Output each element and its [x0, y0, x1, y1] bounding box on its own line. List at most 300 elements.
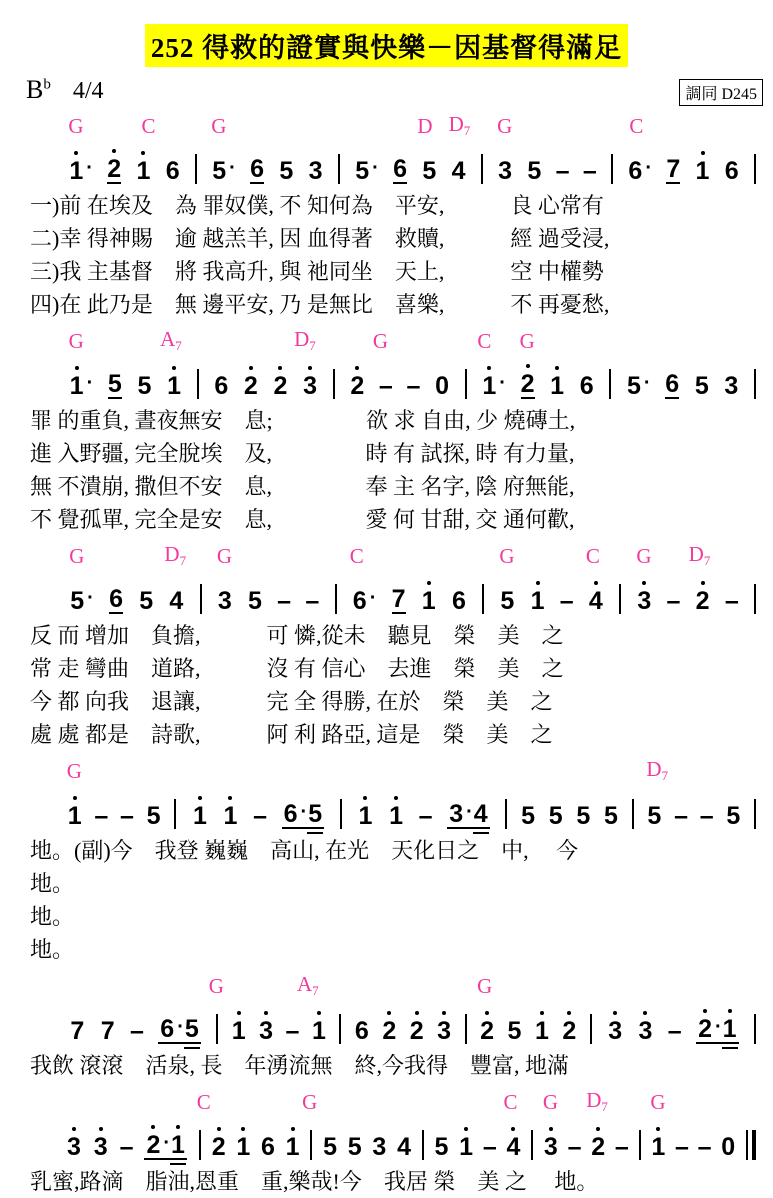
note-digit: 6 [261, 1133, 275, 1161]
note-digit: 5 [627, 372, 641, 400]
barline [482, 584, 484, 614]
octave-dot-icon [198, 796, 202, 800]
note-digit: 7 [666, 155, 681, 183]
hymn-title: 252 得救的證實與快樂－因基督得滿足 [145, 24, 628, 67]
octave-dot-icon [308, 366, 312, 370]
note-digit: 1 [530, 589, 546, 614]
music-system-4 [30, 757, 757, 966]
octave-dot-icon [75, 366, 79, 370]
augmentation-dot-icon: · [714, 1016, 722, 1038]
note-digit: 5 [548, 802, 563, 830]
measure [55, 804, 173, 829]
note-digit: 0 [721, 1133, 736, 1161]
lyric-line: 反 而 增加 負擔, 可 憐,從未 聽見 榮 美 之 [30, 623, 564, 648]
barline [465, 369, 467, 399]
note-token [548, 804, 564, 829]
measure [336, 374, 464, 399]
lyric-line: 四)在 此乃是 無 邊平安, 乃 是無比 喜樂, 不 再憂愁, [30, 292, 610, 317]
time-signature: 4/4 [72, 78, 104, 104]
note-digit: 6 [354, 1017, 369, 1045]
octave-dot-icon [317, 1011, 321, 1015]
barline [340, 799, 342, 829]
lyric-line: 三)我 主基督 將 我高升, 與 祂同坐 天上, 空 中權勢 [30, 259, 604, 284]
octave-dot-icon [291, 1127, 295, 1131]
chord-label: G [302, 1090, 318, 1114]
note-digit: 6 [665, 370, 680, 398]
octave-dot-icon [442, 1011, 446, 1015]
note-token [530, 589, 546, 614]
note-token [434, 1135, 450, 1160]
reference-box: 調同 D245 [679, 79, 763, 106]
note-token [723, 374, 739, 399]
note-token [100, 1019, 116, 1044]
note-dash: – [567, 1133, 582, 1161]
lyric-line: 地。 [30, 871, 75, 896]
chord-label: G [650, 1090, 666, 1114]
note-digit: 3 [308, 157, 323, 185]
octave-dot-icon [241, 1127, 245, 1131]
note-token [285, 1135, 301, 1160]
note-token [724, 159, 740, 184]
note-token [451, 589, 467, 614]
lyric-line: 地。(副)今 我登 巍巍 高山, 在光 天化日之 中, 今 [30, 838, 579, 863]
octave-dot-icon [464, 1127, 468, 1131]
note-digit: 2 [695, 589, 711, 614]
note-digit: 2 [520, 372, 536, 399]
chord-row [55, 972, 757, 998]
note-token [249, 157, 265, 184]
chord-label: G [216, 544, 233, 568]
beamed-pair [144, 1133, 186, 1160]
augmentation-dot-icon: · [466, 801, 473, 823]
note-token [107, 372, 123, 399]
note-dash: – [277, 587, 292, 615]
lyric-line: 地。 [30, 904, 75, 929]
beamed-pair [158, 1017, 200, 1044]
note-digit: 5 [184, 1015, 199, 1043]
note-digit: 1 [166, 374, 182, 399]
barline [609, 369, 611, 399]
note-token [451, 159, 467, 184]
octave-dot-icon [141, 151, 145, 155]
note-token [192, 804, 208, 829]
barline [754, 799, 756, 829]
measure [484, 159, 610, 184]
note-digit: 6 [214, 372, 229, 400]
note-dash: – [697, 1133, 712, 1161]
note-digit: 2 [273, 374, 289, 399]
note-dash: – [724, 587, 739, 615]
measure [219, 1019, 338, 1044]
octave-dot-icon [540, 1011, 544, 1015]
octave-dot-icon [278, 366, 282, 370]
chord-row [55, 327, 757, 353]
note-digit: 3 [543, 1135, 559, 1160]
note-token [436, 1019, 452, 1044]
note-token [308, 159, 324, 184]
note-digit: 5 [107, 370, 122, 398]
note-digit: 5 [347, 1133, 362, 1161]
barline [590, 1014, 592, 1044]
note-dash: – [582, 157, 597, 185]
barline [174, 799, 176, 829]
note-token [694, 374, 710, 399]
lyric-line: 常 走 彎曲 道路, 沒 有 信心 去進 榮 美 之 [30, 656, 564, 681]
note-digit: 3 [724, 372, 739, 400]
note-digit: 5 [279, 157, 294, 185]
octave-dot-icon [656, 1127, 660, 1131]
note-digit: 6 [352, 587, 367, 615]
music-system-5 [30, 972, 757, 1082]
note-token [213, 374, 229, 399]
note-dash: – [555, 157, 570, 185]
augmentation-dot-icon: · [300, 801, 308, 823]
note-token [636, 589, 652, 614]
note-token [543, 1135, 559, 1160]
octave-dot-icon [355, 366, 359, 370]
note-digit: 7 [70, 1017, 85, 1045]
barline [310, 1130, 312, 1160]
chord-label: G [497, 114, 513, 138]
note-digit: 6 [165, 157, 180, 185]
note-token [481, 373, 506, 399]
barline [632, 799, 634, 829]
lyric-line: 不 覺孤單, 完全是安 息, 愛 何 甘甜, 交 通何歡, [30, 507, 575, 532]
note-digit: 2 [479, 1019, 495, 1044]
note-token [168, 589, 184, 614]
note-digit: 2 [106, 157, 122, 184]
chord-label: G [68, 114, 84, 138]
note-dash: – [129, 1017, 144, 1045]
key-signature: $B^b$ [26, 75, 51, 104]
octave-dot-icon [703, 1009, 707, 1013]
octave-dot-icon [264, 1011, 268, 1015]
note-digit: 7 [391, 585, 406, 613]
note-digit: 1 [534, 1019, 550, 1044]
octave-dot-icon [594, 581, 598, 585]
octave-dot-icon [549, 1127, 553, 1131]
augmentation-dot-icon: · [369, 587, 377, 609]
note-token [235, 1135, 251, 1160]
barline [754, 154, 756, 184]
note-digit: 5 [604, 802, 618, 830]
measure [614, 157, 753, 184]
measure [342, 1019, 463, 1044]
chord-label: G [477, 974, 493, 998]
octave-dot-icon [363, 796, 367, 800]
lyric-line: 地。 [30, 937, 75, 962]
measure [534, 1135, 637, 1160]
augmentation-dot-icon: · [645, 157, 652, 179]
octave-dot-icon [485, 1011, 489, 1015]
note-token [223, 804, 239, 829]
note-digit: 1 [311, 1019, 327, 1044]
note-token [650, 1135, 666, 1160]
chord-label: $D_7$ [688, 542, 711, 568]
note-digit: 1 [67, 804, 83, 829]
note-token [603, 804, 619, 829]
notes-row [55, 353, 757, 399]
notes-row [55, 138, 757, 184]
barline [754, 1014, 756, 1044]
lyric-line: 處 處 都是 詩歌, 阿 利 路亞, 這是 榮 美 之 [30, 722, 553, 747]
measure [55, 1133, 198, 1160]
note-token [590, 1135, 606, 1160]
note-digit: 7 [100, 1017, 115, 1045]
note-dash: – [253, 802, 267, 830]
measure [508, 804, 630, 829]
note-digit: 6 [628, 157, 643, 185]
note-token [146, 804, 162, 829]
lyric-line: 進 入野疆, 完全脫埃 及, 時 有 試探, 時 有力量, [30, 441, 575, 466]
note-digit: 1 [231, 1019, 247, 1044]
chord-label: G [66, 759, 82, 783]
barline [197, 369, 199, 399]
note-digit: 3 [436, 1019, 452, 1044]
barline [481, 154, 483, 184]
chord-label: $D_7$ [586, 1088, 608, 1114]
note-token [392, 157, 408, 184]
note-token [93, 1135, 109, 1160]
note-digit: 3 [302, 374, 318, 399]
chord-label: C [349, 544, 364, 568]
note-token [166, 374, 182, 399]
note-digit: 3 [607, 1019, 623, 1044]
chord-label: C [196, 1090, 211, 1114]
note-digit: 4 [473, 800, 488, 828]
note-token [231, 1019, 247, 1044]
note-token [434, 374, 450, 399]
note-digit: 2 [381, 1019, 397, 1044]
measure [468, 372, 609, 399]
measure [468, 1019, 589, 1044]
chord-label: $D_7$ [294, 327, 316, 353]
note-token [158, 1017, 200, 1044]
octave-dot-icon [728, 1009, 732, 1013]
octave-dot-icon [151, 1125, 155, 1129]
barline [338, 154, 340, 184]
measure [55, 587, 199, 614]
note-token [421, 159, 437, 184]
note-digit: 6 [160, 1015, 175, 1043]
note-digit: 2 [145, 1133, 161, 1158]
notes-row [55, 783, 757, 829]
note-token [258, 1019, 274, 1044]
note-digit: 6 [283, 800, 298, 828]
barline [199, 1130, 201, 1160]
measure [485, 589, 618, 614]
chord-label: G [636, 544, 652, 568]
note-token [381, 1019, 397, 1044]
measure [593, 1017, 753, 1044]
note-token [68, 158, 93, 184]
augmentation-dot-icon: · [86, 157, 93, 179]
lyric-line: 我飲 滾滾 活泉, 長 年湧流無 終,今我得 豐富, 地滿 [30, 1053, 570, 1078]
note-digit: 3 [258, 1019, 274, 1044]
octave-dot-icon [511, 1127, 515, 1131]
barline [611, 154, 613, 184]
chord-label: G [519, 329, 535, 353]
octave-dot-icon [217, 1127, 221, 1131]
octave-dot-icon [112, 149, 116, 153]
note-token [273, 374, 289, 399]
notes-row [55, 568, 757, 614]
chord-label: $D_7$ [646, 757, 669, 783]
note-token [69, 1019, 85, 1044]
note-token [396, 1135, 412, 1160]
note-token [66, 1135, 82, 1160]
chord-label: G [208, 974, 224, 998]
note-dash: – [482, 1133, 497, 1161]
chord-label: $D_7$ [164, 542, 187, 568]
note-digit: 6 [451, 587, 466, 615]
octave-dot-icon [237, 1011, 241, 1015]
note-digit: 5 [507, 1017, 522, 1045]
music-system-6 [30, 1088, 757, 1198]
note-token [138, 589, 154, 614]
barline [754, 369, 756, 399]
octave-dot-icon [228, 796, 232, 800]
note-token [627, 158, 652, 184]
note-digit: 5 [694, 372, 709, 400]
note-digit: 5 [576, 802, 591, 830]
octave-dot-icon [74, 151, 78, 155]
music-systems [0, 112, 773, 1198]
note-token [391, 587, 407, 614]
note-token [588, 589, 604, 614]
note-token [695, 589, 711, 614]
measure [425, 1135, 530, 1160]
note-dash: – [418, 802, 433, 830]
barline [531, 1130, 533, 1160]
note-digit: 1 [235, 1135, 251, 1160]
note-token [69, 588, 94, 614]
note-digit: 5 [139, 587, 154, 615]
octave-dot-icon [536, 581, 540, 585]
note-token [278, 159, 294, 184]
augmentation-dot-icon: · [499, 372, 506, 394]
flat-accidental: b [43, 76, 51, 93]
note-digit: 5 [308, 800, 323, 828]
beamed-pair [447, 802, 489, 829]
note-token [247, 589, 263, 614]
chord-label: $A_7$ [296, 972, 319, 998]
barline [335, 584, 337, 614]
measure [343, 802, 505, 829]
note-token [520, 372, 536, 399]
octave-dot-icon [172, 366, 176, 370]
chord-label: C [503, 1090, 518, 1114]
note-token [302, 374, 318, 399]
note-digit: 2 [561, 1019, 577, 1044]
note-digit: 2 [697, 1017, 713, 1042]
octave-dot-icon [249, 366, 253, 370]
augmentation-dot-icon: · [87, 587, 94, 609]
note-token [499, 589, 515, 614]
barline [422, 1130, 424, 1160]
note-digit: 5 [521, 802, 536, 830]
note-dash: – [378, 372, 393, 400]
note-token [575, 804, 591, 829]
measure [635, 804, 753, 829]
measure [177, 802, 339, 829]
note-digit: 1 [421, 589, 437, 614]
note-token [371, 1135, 387, 1160]
note-token [165, 159, 181, 184]
note-token [725, 804, 741, 829]
chord-label: C [585, 544, 600, 568]
note-digit: 3 [93, 1135, 109, 1160]
note-token [349, 374, 365, 399]
chord-row [55, 112, 757, 138]
note-dash: – [305, 587, 320, 615]
note-digit: 6 [109, 585, 123, 613]
note-digit: 3 [637, 1019, 653, 1044]
note-token [520, 804, 536, 829]
final-barline [752, 1130, 756, 1160]
note-token [135, 159, 151, 184]
barline [339, 1014, 341, 1044]
octave-dot-icon [643, 1011, 647, 1015]
note-token [137, 374, 153, 399]
chord-label: D [417, 114, 433, 138]
barline [746, 1130, 748, 1160]
note-token [497, 159, 513, 184]
lyric-line: 一)前 在埃及 為 罪奴僕, 不 知何為 平安, 良 心常有 [30, 193, 604, 218]
note-dash: – [674, 1133, 689, 1161]
note-digit: 6 [724, 157, 739, 185]
note-token [108, 587, 124, 614]
octave-dot-icon [176, 1125, 180, 1129]
note-token [409, 1019, 425, 1044]
note-digit: 5 [500, 587, 515, 615]
note-dash: – [559, 587, 574, 615]
note-token [526, 159, 542, 184]
note-digit: 6 [393, 155, 408, 183]
lyric-line: 罪 的重負, 晝夜無安 息; 欲 求 自由, 少 燒磚土, [30, 408, 576, 433]
note-digit: 3 [449, 800, 464, 828]
barline [465, 1014, 467, 1044]
augmentation-dot-icon: · [163, 1132, 171, 1154]
measure [612, 372, 753, 399]
note-digit: 2 [590, 1135, 606, 1160]
note-token [260, 1135, 276, 1160]
note-digit: 5 [434, 1133, 449, 1161]
chord-label: G [542, 1090, 559, 1114]
lyric-line: 乳蜜,路滴 脂油,恩重 重,樂哉!今 我居 榮 美 之 地。 [30, 1169, 599, 1194]
note-digit: 1 [170, 1133, 186, 1158]
note-digit: 5 [212, 157, 227, 185]
note-digit: 1 [192, 804, 208, 829]
title-row [0, 0, 773, 67]
note-digit: 5 [248, 587, 262, 615]
octave-dot-icon [613, 1011, 617, 1015]
measure [313, 1135, 420, 1160]
note-dash: – [667, 1017, 682, 1045]
note-token [646, 804, 662, 829]
chord-label: G [372, 329, 389, 353]
note-token [358, 804, 374, 829]
note-token [211, 158, 236, 184]
octave-dot-icon [427, 581, 431, 585]
note-token [665, 157, 681, 184]
note-dash: – [614, 1133, 629, 1161]
note-dash: – [666, 587, 681, 615]
note-digit: 1 [285, 1135, 301, 1160]
measure [55, 157, 194, 184]
octave-dot-icon [526, 364, 530, 368]
measure [341, 157, 480, 184]
